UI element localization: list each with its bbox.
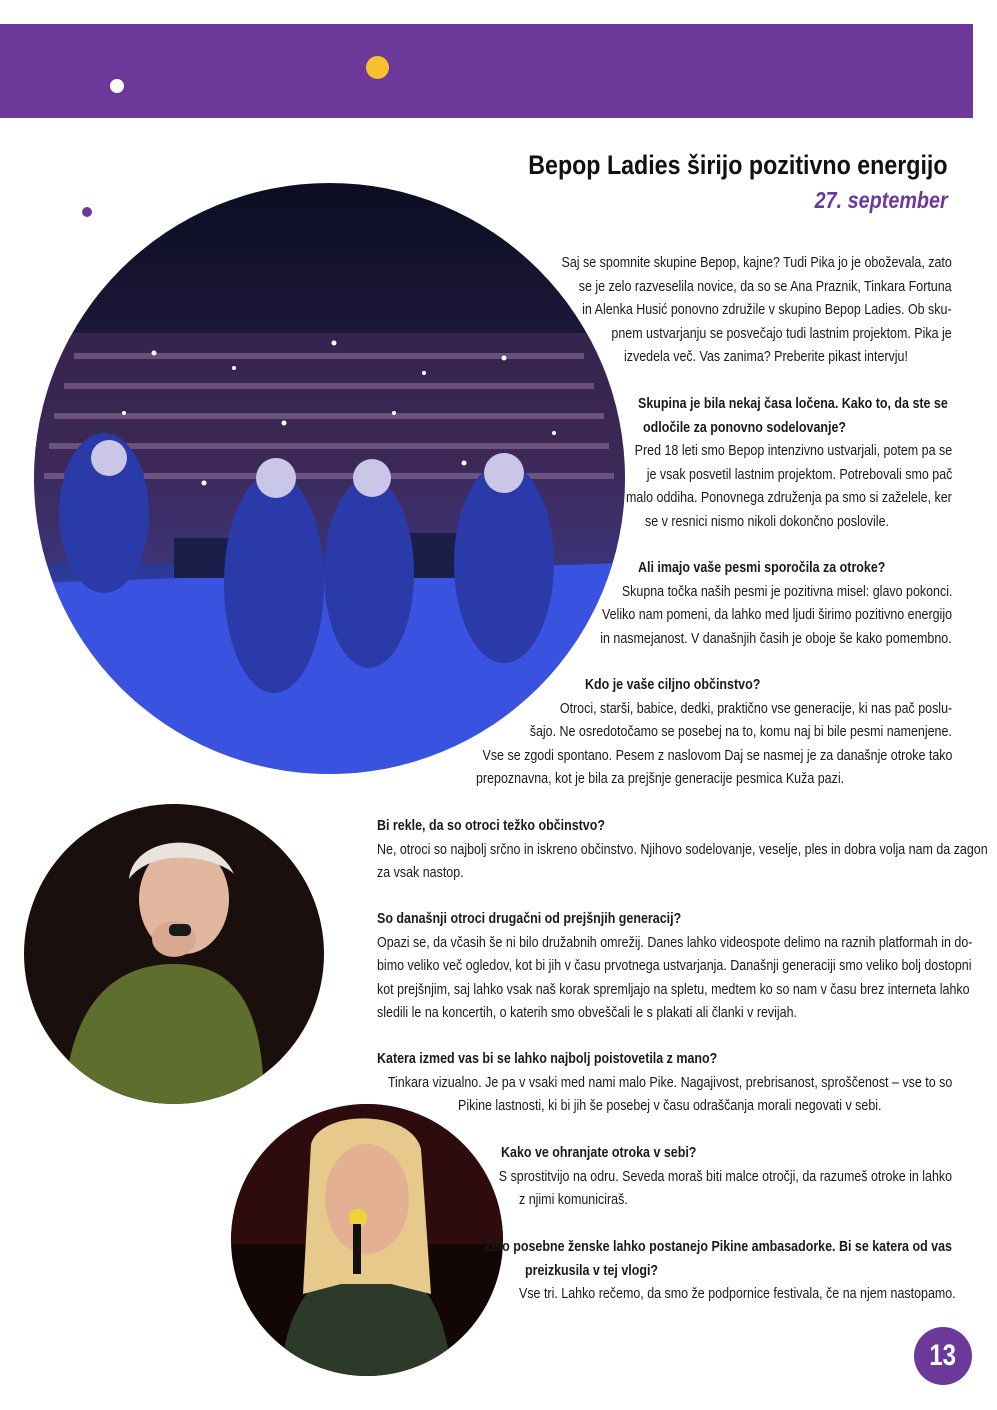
answer-5-line-3: kot prejšnjim, saj lahko vsak naš korak spremljajo na spletu, medtem ko so nam v času brez interneta lahko bbox=[377, 981, 970, 998]
intro-line-2: se je zelo razveselila novice, da so se Ana Praznik, Tinkara Fortuna bbox=[579, 278, 952, 295]
answer-1-line-1: Pred 18 leti smo Bepop intenzivno ustvarjali, potem pa se bbox=[634, 443, 952, 459]
answer-5-line-2: bimo veliko več ogledov, kot bi jih v času prvotnega ustvarjanja. Današnji generaciji smo veliko bolj dostopni bbox=[377, 958, 972, 974]
answer-8-line-1: Vse tri. Lahko rečemo, da smo že podpornice festivala, če na njem nastopamo. bbox=[519, 1286, 956, 1302]
answer-3-line-2: šajo. Ne osredotočamo se posebej na to, komu naj bi bile pesmi namenjene. bbox=[529, 724, 952, 740]
answer-1-line-4: se v resnici nismo nikoli dokončno poslovile. bbox=[645, 513, 889, 530]
decorative-dot-yellow bbox=[366, 56, 389, 79]
question-3: Kdo je vaše ciljno občinstvo? bbox=[585, 677, 761, 693]
question-1-line-1: Skupina je bila nekaj časa ločena. Kako to, da ste se bbox=[638, 396, 948, 412]
page-number-badge bbox=[914, 1327, 972, 1385]
stage-photo bbox=[34, 183, 625, 774]
answer-5-line-4: sledili le na koncertih, o katerih smo obveščali le s plakati ali članki v revijah. bbox=[377, 1005, 798, 1021]
decorative-dot-purple bbox=[82, 207, 92, 217]
intro-line-5: izvedela več. Vas zanima? Preberite pikast intervju! bbox=[624, 349, 908, 365]
question-4: Bi rekle, da so otroci težko občinstvo? bbox=[377, 818, 605, 834]
singer-photo-2 bbox=[231, 1104, 503, 1376]
page-number: 13 bbox=[929, 1339, 957, 1372]
answer-5-line-1: Opazi se, da včasih še ni bilo družabnih omrežij. Danes lahko videospote delimo na raznih platformah in do- bbox=[377, 934, 973, 951]
intro-line-1: Saj se spomnite skupine Bepop, kajne? Tudi Pika jo je oboževala, zato bbox=[561, 255, 952, 271]
article-date: 27. september bbox=[814, 187, 948, 213]
question-6: Katera izmed vas bi se lahko najbolj poistovetila z mano? bbox=[377, 1051, 718, 1067]
question-8-line-2: preizkusila v tej vlogi? bbox=[525, 1262, 659, 1279]
answer-7-line-2: z njimi komuniciraš. bbox=[519, 1192, 628, 1208]
question-5: So današnji otroci drugačni od prejšnjih generacij? bbox=[377, 911, 682, 927]
answer-4-line-1: Ne, otroci so najbolj srčno in iskreno občinstvo. Njihovo sodelovanje, veselje, ples in dobra volja nam da zagon bbox=[377, 841, 988, 858]
answer-1-line-2: je vsak posvetil lastnim projektom. Potrebovali smo pač bbox=[646, 466, 952, 483]
article-title: Bepop Ladies širijo pozitivno energijo bbox=[528, 150, 948, 180]
answer-3-line-1: Otroci, starši, babice, dedki, praktično vse generacije, ki nas pač poslu- bbox=[559, 700, 952, 717]
header-banner bbox=[0, 24, 973, 118]
question-8-line-1: Zelo posebne ženske lahko postanejo Pikine ambasadorke. Bi se katera od vas bbox=[484, 1239, 952, 1255]
question-1-line-2: odločile za ponovno sodelovanje? bbox=[643, 419, 847, 436]
answer-6-line-2: Pikine lastnosti, ki bi jih še posebej v času odraščanja morali negovati v sebi. bbox=[458, 1098, 882, 1114]
question-2: Ali imajo vaše pesmi sporočila za otroke? bbox=[638, 560, 886, 576]
answer-2-line-1: Skupna točka naših pesmi je pozitivna misel: glavo pokonci. bbox=[621, 583, 952, 600]
question-7: Kako ve ohranjate otroka v sebi? bbox=[501, 1145, 697, 1161]
answer-2-line-3: in nasmejanost. V današnjih časih je oboje še kako pomembno. bbox=[600, 630, 952, 647]
intro-line-4: pnem ustvarjanju se posvečajo tudi lastnim projektom. Pika je bbox=[611, 325, 952, 342]
answer-6-line-1: Tinkara vizualno. Je pa v vsaki med nami malo Pike. Nagajivost, prebrisanost, sproščenost – vse to so bbox=[387, 1074, 952, 1091]
answer-3-line-4: prepoznavna, kot je bila za prejšnje generacije pesmica Kuža pazi. bbox=[476, 771, 845, 787]
answer-4-line-2: za vsak nastop. bbox=[377, 865, 464, 881]
decorative-dot-white bbox=[110, 79, 124, 93]
intro-line-3: in Alenka Husić ponovno združile v skupino Bepop Ladies. Ob sku- bbox=[582, 302, 952, 318]
answer-1-line-3: malo oddiha. Ponovnega združenja pa smo si zaželele, ker bbox=[626, 490, 952, 506]
singer-photo-1 bbox=[24, 804, 324, 1104]
answer-3-line-3: Vse se zgodi spontano. Pesem z naslovom Daj se nasmej je za današnje otroke tako bbox=[482, 747, 952, 764]
answer-7-line-1: S sprostitvijo na odru. Seveda moraš biti malce otročji, da razumeš otroke in lahko bbox=[498, 1168, 952, 1185]
answer-2-line-2: Veliko nam pomeni, da lahko med ljudi širimo pozitivno energijo bbox=[601, 607, 952, 623]
